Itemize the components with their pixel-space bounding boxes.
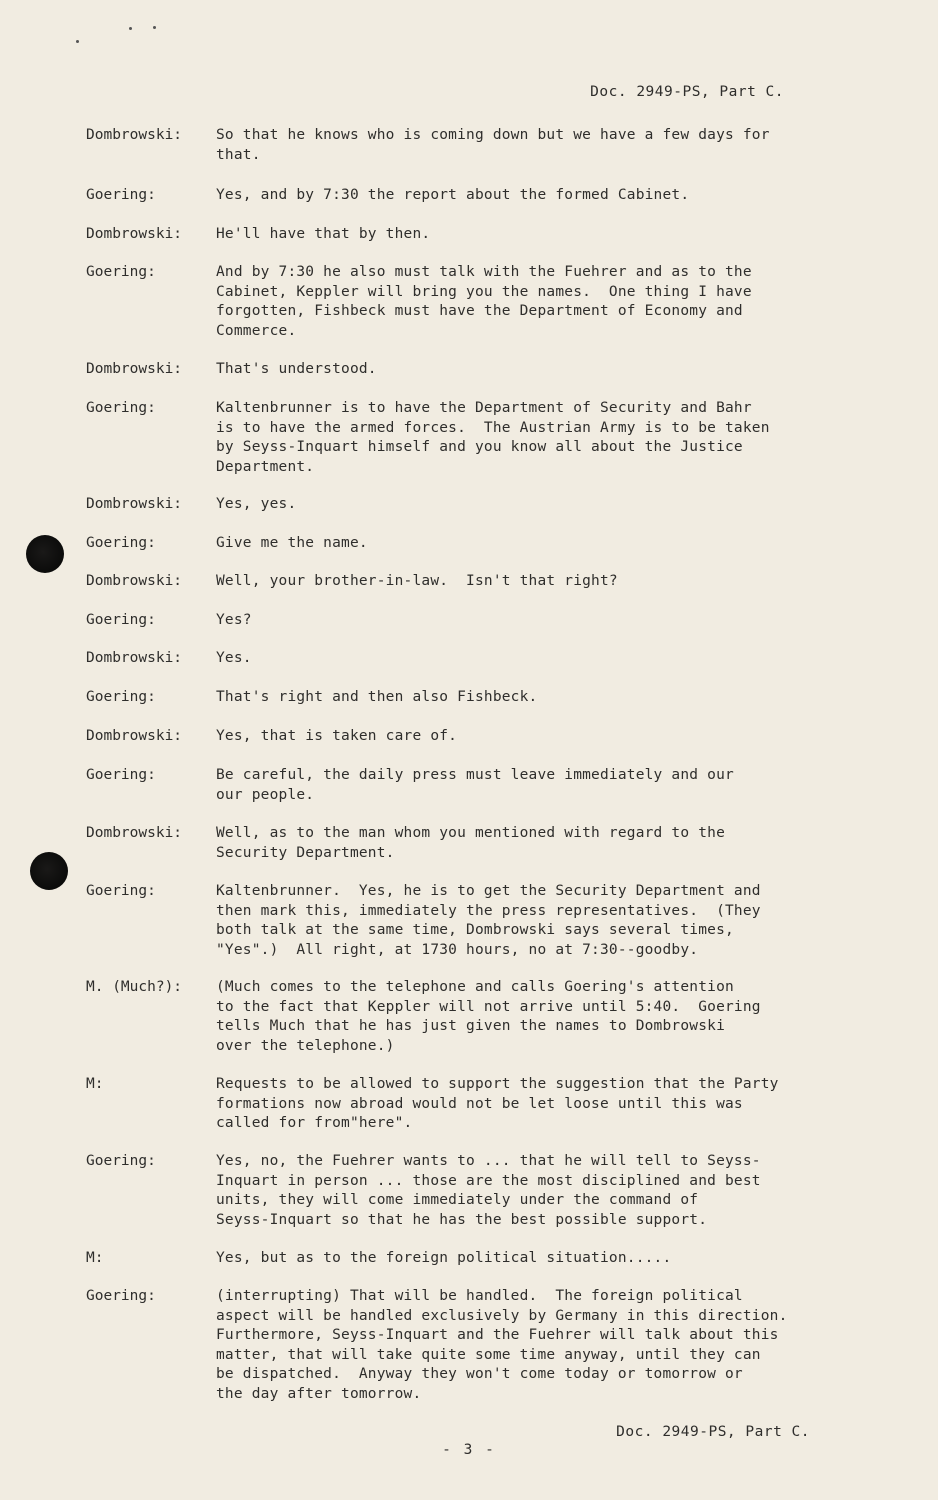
speaker-label: Goering: bbox=[86, 612, 156, 628]
speaker-label: Goering: bbox=[86, 400, 156, 416]
speaker-label: Goering: bbox=[86, 1153, 156, 1169]
footer-doc-reference: Doc. 2949-PS, Part C. bbox=[616, 1424, 810, 1440]
speaker-label: Goering: bbox=[86, 187, 156, 203]
speaker-label: M: bbox=[86, 1250, 104, 1266]
utterance-text: Well, your brother-in-law. Isn't that right? bbox=[216, 573, 618, 589]
speaker-label: M. (Much?): bbox=[86, 979, 183, 995]
utterance-text: Yes? bbox=[216, 612, 252, 628]
speaker-label: Goering: bbox=[86, 883, 156, 899]
speaker-label: Goering: bbox=[86, 1288, 156, 1304]
utterance-text: (Much comes to the telephone and calls Goering's attention to the fact that Keppler will not arrive until 5:40. Goering tells Much that he has just given the names to Dombrowski over the telephone.) bbox=[216, 979, 761, 1054]
speaker-label: Goering: bbox=[86, 264, 156, 280]
utterance-text: Yes, and by 7:30 the report about the formed Cabinet. bbox=[216, 187, 690, 203]
utterance-text: Yes, no, the Fuehrer wants to ... that he will tell to Seyss- Inquart in person ... those are the most disciplined and best units, they will come immediately under the command of Seyss-Inquart so that he has the best possible support. bbox=[216, 1153, 761, 1228]
speaker-label: Dombrowski: bbox=[86, 496, 183, 512]
utterance-text: That's understood. bbox=[216, 361, 377, 377]
punch-hole bbox=[26, 535, 64, 573]
utterance-text: He'll have that by then. bbox=[216, 226, 431, 242]
speaker-label: Dombrowski: bbox=[86, 361, 183, 377]
header-doc-reference: Doc. 2949-PS, Part C. bbox=[590, 84, 784, 100]
speaker-label: Dombrowski: bbox=[86, 825, 183, 841]
speaker-label: Dombrowski: bbox=[86, 573, 183, 589]
speaker-label: Dombrowski: bbox=[86, 127, 183, 143]
utterance-text: Yes, that is taken care of. bbox=[216, 728, 458, 744]
punch-hole bbox=[30, 852, 68, 890]
speaker-label: Dombrowski: bbox=[86, 226, 183, 242]
utterance-text: Yes. bbox=[216, 650, 252, 666]
paper-speck bbox=[129, 27, 132, 30]
speaker-label: Dombrowski: bbox=[86, 650, 183, 666]
utterance-text: Well, as to the man whom you mentioned with regard to the Security Department. bbox=[216, 825, 725, 861]
utterance-text: Be careful, the daily press must leave immediately and our our people. bbox=[216, 767, 734, 803]
paper-speck bbox=[76, 40, 79, 43]
utterance-text: So that he knows who is coming down but we have a few days for that. bbox=[216, 127, 770, 163]
utterance-text: And by 7:30 he also must talk with the Fuehrer and as to the Cabinet, Keppler will bring you the names. One thing I have forgotten, Fishbeck must have the Department of Economy and Commerce. bbox=[216, 264, 752, 339]
utterance-text: Requests to be allowed to support the suggestion that the Party formations now abroad would not be let loose until this was called for from"here". bbox=[216, 1076, 779, 1131]
utterance-text: That's right and then also Fishbeck. bbox=[216, 689, 538, 705]
paper-speck bbox=[153, 26, 156, 29]
utterance-text: Yes, but as to the foreign political situation..... bbox=[216, 1250, 672, 1266]
page-number: - 3 - bbox=[442, 1442, 496, 1458]
utterance-text: Yes, yes. bbox=[216, 496, 297, 512]
utterance-text: Kaltenbrunner is to have the Department of Security and Bahr is to have the armed forces. The Austrian Army is to be taken by Seyss-Inquart himself and you know all about the Justice Department. bbox=[216, 400, 770, 475]
speaker-label: Goering: bbox=[86, 689, 156, 705]
utterance-text: Give me the name. bbox=[216, 535, 368, 551]
utterance-text: (interrupting) That will be handled. The foreign political aspect will be handled exclusively by Germany in this direction. Furthermore, Seyss-Inquart and the Fuehrer will talk about this matter, that will take quite some time anyway, until they can be dispatched. Anyway they won't come today or tomorrow or the day after tomorrow. bbox=[216, 1288, 788, 1402]
speaker-label: M: bbox=[86, 1076, 104, 1092]
speaker-label: Goering: bbox=[86, 535, 156, 551]
speaker-label: Dombrowski: bbox=[86, 728, 183, 744]
speaker-label: Goering: bbox=[86, 767, 156, 783]
utterance-text: Kaltenbrunner. Yes, he is to get the Security Department and then mark this, immediately the press representatives. (They both talk at the same time, Dombrowski says several times, "Yes".) All right, at 1730 hours, no at 7:30--goodby. bbox=[216, 883, 761, 958]
